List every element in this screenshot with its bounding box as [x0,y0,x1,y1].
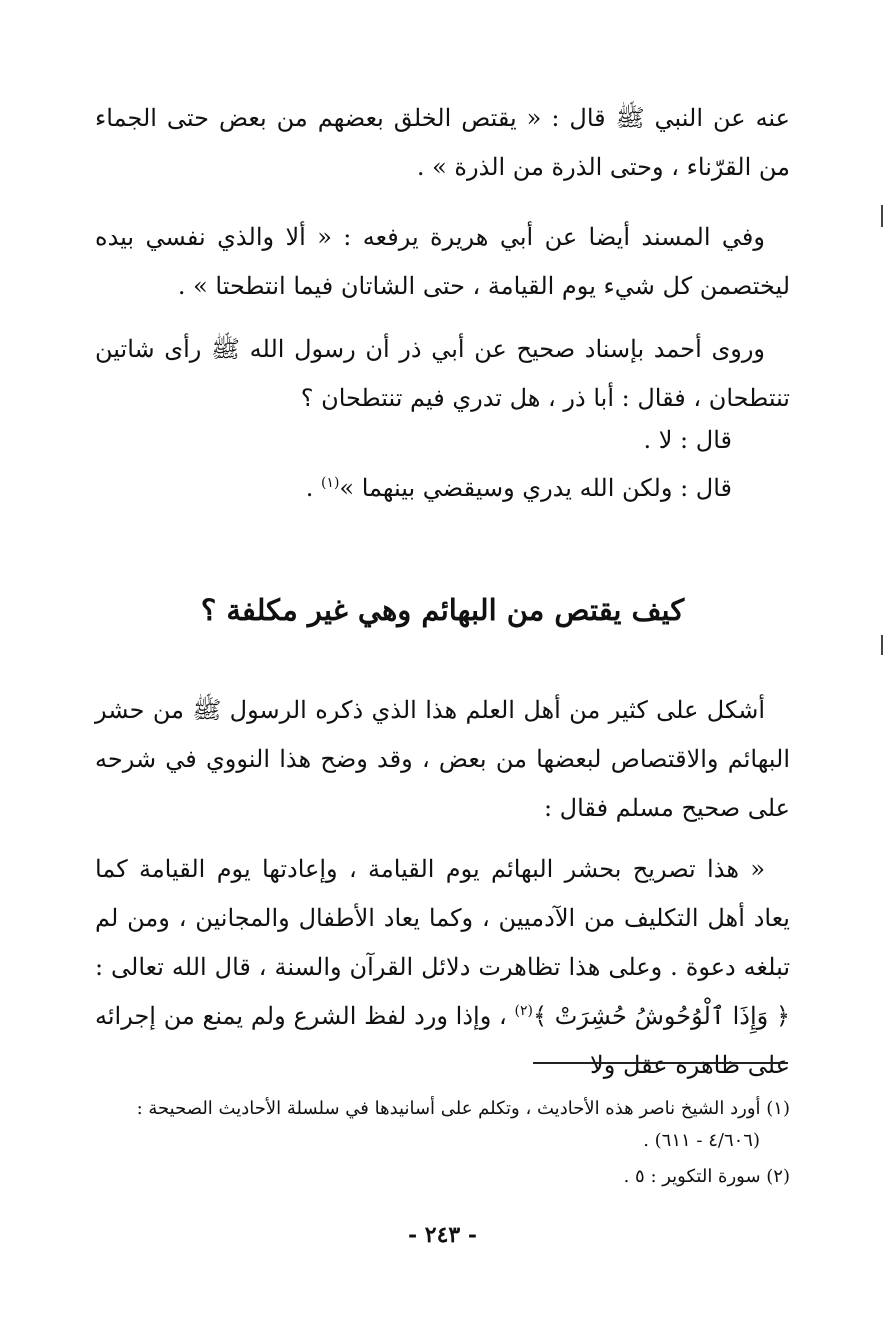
paragraph-4 [95,686,790,833]
footnote-divider [533,1062,788,1064]
paragraph-3-reply-1: قال : لا . [643,426,732,454]
paragraph-2 [95,213,790,311]
page-number: - ٢٤٣ - [407,1222,478,1248]
paragraph-4-text: أشكل على كثير من أهل العلم هذا الذي ذكره الرسول ﷺ من حشر البهائم والاقتصاص لبعضها من بعض ، وقد وضح هذا النووي في شرحه على صحيح مسلم فقال : [95,696,790,822]
scan-edge-mark [881,205,883,227]
footnote-2: (٢) سورة التكوير : ٥ . [623,1166,790,1187]
scan-edge-mark [881,635,883,655]
paragraph-1 [95,94,790,192]
paragraph-3-text: وروى أحمد بإسناد صحيح عن أبي ذر أن رسول الله ﷺ رأى شاتين تنتطحان ، فقال : أبا ذر ، هل تدري فيم تنتطحان ؟ [95,335,790,412]
footnote-1-continued: (٤/٦٠٦ - ٦١١) . [643,1130,760,1151]
paragraph-5: « هذا تصريح بحشر البهائم يوم القيامة ، وإعادتها يوم القيامة كما يعاد أهل التكليف من الآدميين ، وكما يعاد الأطفال والمجانين ، ومن لم تبلغه دعوة . وعلى هذا تظاهرت دلائل القرآن والسنة ، قال الله تعالى : ﴿ وَإِذَا ٱلْوُحُوشُ حُشِرَتْ ﴾$^{(٢)}$ ، وإذا ورد لفظ الشرع ولم يمنع من إجرائه على ظاهره عقل ولا [95,855,791,1079]
paragraph-3 [95,325,790,423]
paragraph-3-reply-2: قال : ولكن الله يدري وسيقضي بينهما »$^{(١)}$ . [305,474,732,502]
paragraph-1-text: عنه عن النبي ﷺ قال : « يقتص الخلق بعضهم من بعض حتى الجماء من القرّناء ، وحتى الذرة من الذرة » . [95,104,790,181]
footnote-1: (١) أورد الشيخ ناصر هذه الأحاديث ، وتكلم على أسانيدها في سلسلة الأحاديث الصحيحة : [136,1098,790,1119]
paragraph-2-text: وفي المسند أيضا عن أبي هريرة يرفعه : « ألا والذي نفسي بيده ليختصمن كل شيء يوم القيامة ، حتى الشاتان فيما انتطحتا » . [95,223,790,300]
footnote-ref-2: (٢) [514,1003,533,1019]
footnote-ref-1: (١) [320,475,340,491]
section-heading: كيف يقتص من البهائم وهي غير مكلفة ؟ [200,593,685,627]
